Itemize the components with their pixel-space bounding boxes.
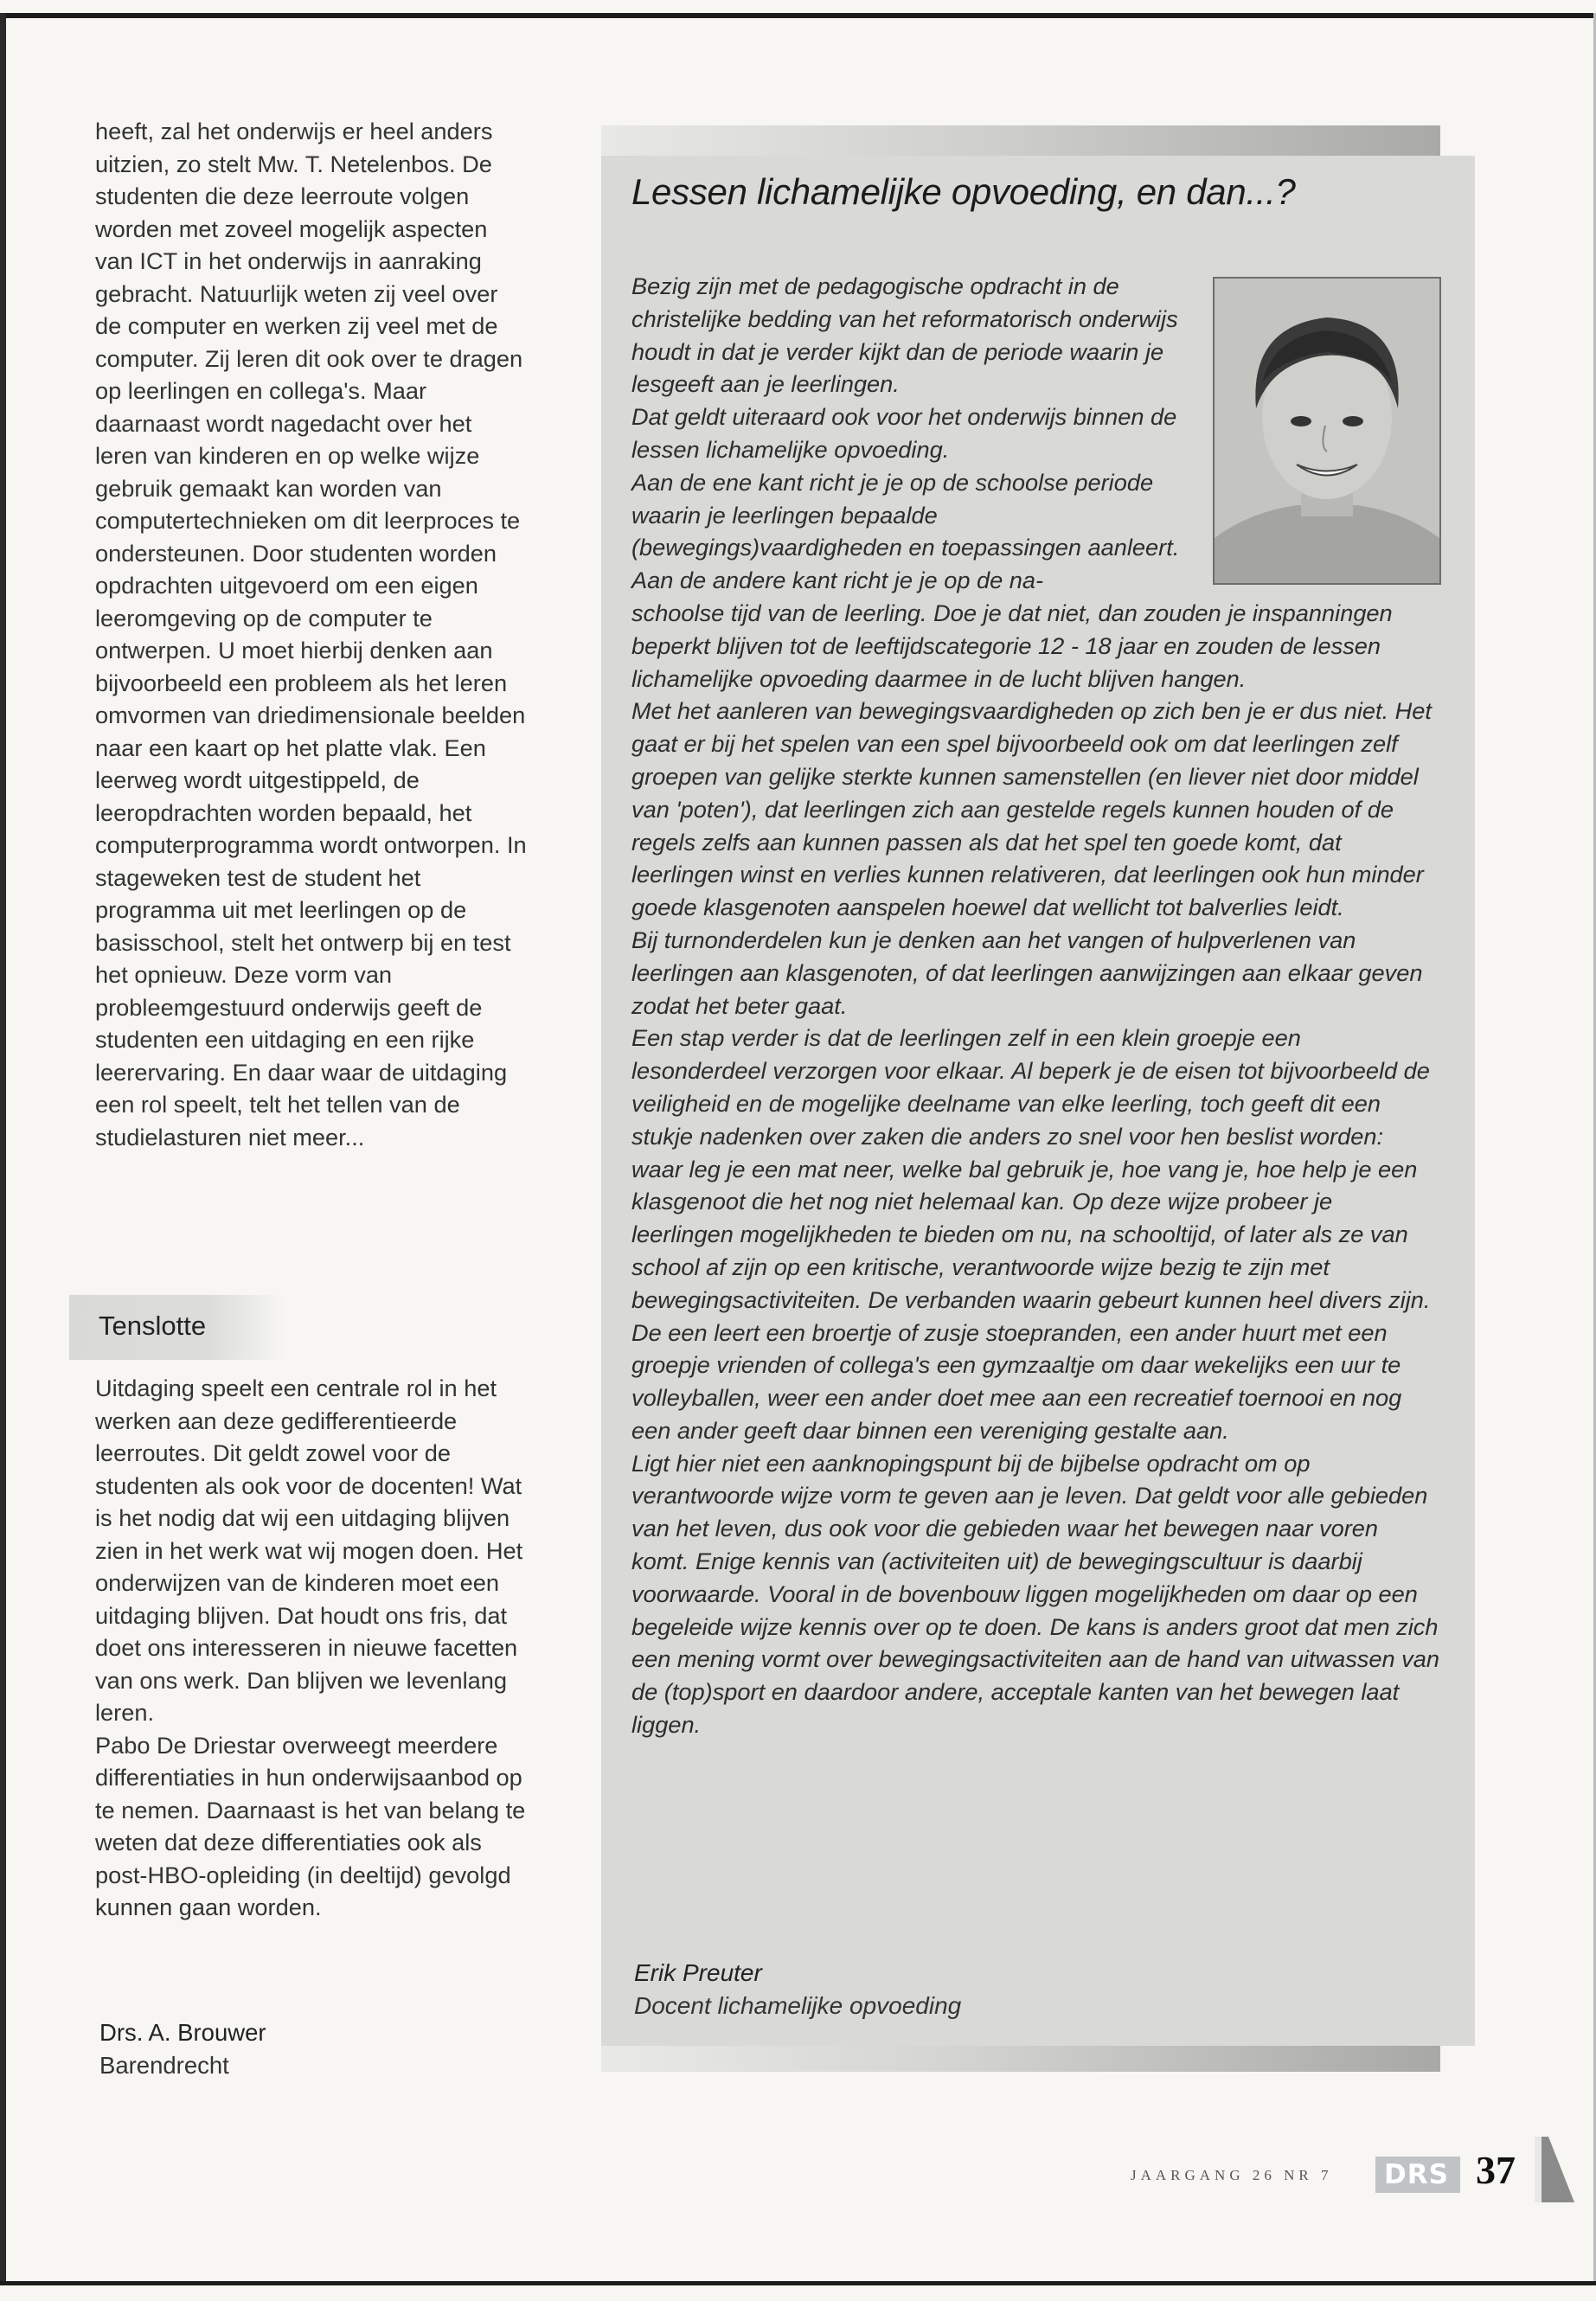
author-place: Barendrecht	[99, 2052, 229, 2079]
scan-edge-top	[0, 13, 1596, 18]
magazine-logo-text: DRS	[1384, 2159, 1449, 2190]
page-corner-decoration	[1533, 2135, 1576, 2204]
box-paragraph-7: Een stap verder is dat de leerlingen zelf in een klein groepje een lesonderdeel verzorgen voor elkaar. Al beperk je de eisen tot bijvoorbeeld de veiligheid en de mogelijke deelname van elke leerling, toch geeft dit een stukje nadenken over zaken die anders zo snel voor hen beslist worden: waar leg je een mat neer, welke bal gebruik je, hoe vang je, hoe help je een klasgenoot die het nog niet helemaal kan. Op deze wijze probeer je leerlingen mogelijkheden te bieden om nu, na schooltijd, of later als ze van school af zijn op een kritische, verantwoorde wijze bezig te zijn met bewegingsactiviteiten. De verbanden waarin gebeurt kunnen heel divers zijn. De een leert een broertje of zusje stoepranden, een ander huurt met een groepje vrienden of collega's een gymzaaltje om daar wekelijks een uur te volleyballen, weer een ander doet mee aan een recreatief toernooi en nog een ander geeft daar binnen een vereniging gestalte aan.	[631, 1024, 1431, 1444]
box-paragraph-2: Dat geldt uiteraard ook voor het onderwijs binnen de lessen lichamelijke opvoeding.	[631, 403, 1177, 463]
intro-paragraph: heeft, zal het onderwijs er heel anders uitzien, zo stelt Mw. T. Netelenbos. De studenten die deze leerroute volgen worden met zoveel mogelijk aspecten van ICT in het onderwijs in aanraking gebracht. Natuurlijk weten zij veel over de computer en werken zij veel met de computer. Zij leren dit ook over te dragen op leerlingen en collega's. Maar daarnaast wordt nagedacht over het leren van kinderen en op welke wijze gebruik gemaakt kan worden van computertechnieken om dit leerproces te ondersteunen. Door studenten worden opdrachten uitgevoerd om een eigen leeromgeving op de computer te ontwerpen. U moet hierbij denken aan bijvoorbeeld een probleem als het leren omvormen van driedimensionale beelden naar een kaart op het platte vlak. Een leerweg wordt uitgestippeld, de leeropdrachten worden bepaald, het computerprogramma wordt ontworpen. In stageweken test de student het programma uit met leerlingen op de basisschool, stelt het ontwerp bij en test het opnieuw. Deze vorm van probleemgestuurd onderwijs geeft de studenten een uitdaging en een rijke leerervaring. En daar waar de uitdaging een rol speelt, telt het tellen van de studielasturen niet meer...	[95, 118, 527, 1150]
author-name: Drs. A. Brouwer	[99, 2019, 266, 2046]
box-paragraph-4a: Aan de andere kant richt je je op de na-	[631, 567, 1044, 594]
signature-name: Erik Preuter	[634, 1959, 762, 1986]
tenslotte-section	[95, 1372, 528, 1924]
box-bottom-bar	[601, 2046, 1440, 2072]
section-heading: Tenslotte	[99, 1311, 207, 1341]
box-body	[631, 270, 1440, 1741]
box-paragraph-3: Aan de ene kant richt je je op de schoolse periode waarin je leerlingen bepaalde (bewegings)vaardigheden en toepassingen aanleert.	[631, 468, 1180, 561]
author-block	[99, 2016, 445, 2082]
box-title: Lessen lichamelijke opvoeding, en dan...?	[631, 171, 1296, 212]
box-paragraph-1: Bezig zijn met de pedagogische opdracht in de christelijke bedding van het reformatorisch onderwijs houdt in dat je verder kijkt dan de periode waarin je lesgeeft aan je leerlingen.	[631, 272, 1178, 398]
signature-role: Docent lichamelijke opvoeding	[634, 1992, 962, 2019]
box-top-bar	[601, 125, 1440, 156]
tenslotte-paragraph-2: Pabo De Driestar overweegt meerdere differentiaties in hun onderwijsaanbod op te nemen. Daarnaast is het van belang te weten dat deze differentiaties ook als post-HBO-opleiding (in deeltijd) gevolgd kunnen gaan worden.	[95, 1731, 526, 1920]
tenslotte-paragraph-1: Uitdaging speelt een centrale rol in het werken aan deze gedifferentieerde leerroutes. Dit geldt zowel voor de studenten als ook voor de docenten! Wat is het nodig dat wij een uitdaging blijven zien in het werk wat wij mogen doen. Het onderwijzen van de kinderen moet een uitdaging blijven. Dat houdt ons fris, dat doet ons interesseren in nieuwe facetten van ons werk. Dan blijven we levenlang leren.	[95, 1375, 523, 1726]
issue-info: JAARGANG 26 NR 7	[1131, 2167, 1333, 2183]
page-number: 37	[1476, 2148, 1516, 2192]
section-heading-box	[69, 1295, 285, 1360]
magazine-logo	[1375, 2157, 1460, 2193]
box-paragraph-8: Ligt hier niet een aanknopingspunt bij de bijbelse opdracht om op verantwoorde wijze vorm te geven aan je leven. Dat geldt voor alle gebieden van het leven, dus ook voor die gebieden waar het bewegen naar voren komt. Enige kennis van (activiteiten uit) de bewegingscultuur is daarbij voorwaarde. Vooral in de bovenbouw liggen mogelijkheden om daar op een begeleide wijze kennis over op te doen. De kans is anders groot dat men zich een mening vormt over bewegingsactiviteiten aan de hand van uitwassen van de (top)sport en daardoor andere, acceptale kanten van het bewegen laat liggen.	[631, 1449, 1440, 1739]
scan-edge-bottom	[0, 2281, 1596, 2285]
scan-edge-left	[0, 13, 6, 2285]
box-paragraph-5: Met het aanleren van bewegingsvaardigheden op zich ben je er dus niet. Het gaat er bij het spelen van een spel bijvoorbeeld ook om dat leerlingen zelf groepen van gelijke sterkte kunnen samenstellen (en liever niet door middel van 'poten'), dat leerlingen zich aan gestelde regels kunnen houden of de regels zelfs aan kunnen passen als dat het spel ten goede komt, dat leerlingen winst en verlies kunnen relativeren, dat leerlingen ook hun minder goede klasgenoten aanspelen hoewel dat wellicht tot balverlies leidt.	[631, 697, 1432, 921]
box-signature	[634, 1957, 961, 2022]
box-paragraph-4b: schoolse tijd van de leerling. Doe je dat niet, dan zouden je inspanningen beperkt blijven tot de leeftijdscategorie 12 - 18 jaar en zouden de lessen lichamelijke opvoeding daarmee in de lucht blijven hangen.	[631, 599, 1393, 692]
left-column	[95, 115, 528, 1153]
box-paragraph-6: Bij turnonderdelen kun je denken aan het vangen of hulpverlenen van leerlingen aan klasgenoten, of dat leerlingen aanwijzingen aan elkaar geven zodat het beter gaat.	[631, 926, 1423, 1019]
